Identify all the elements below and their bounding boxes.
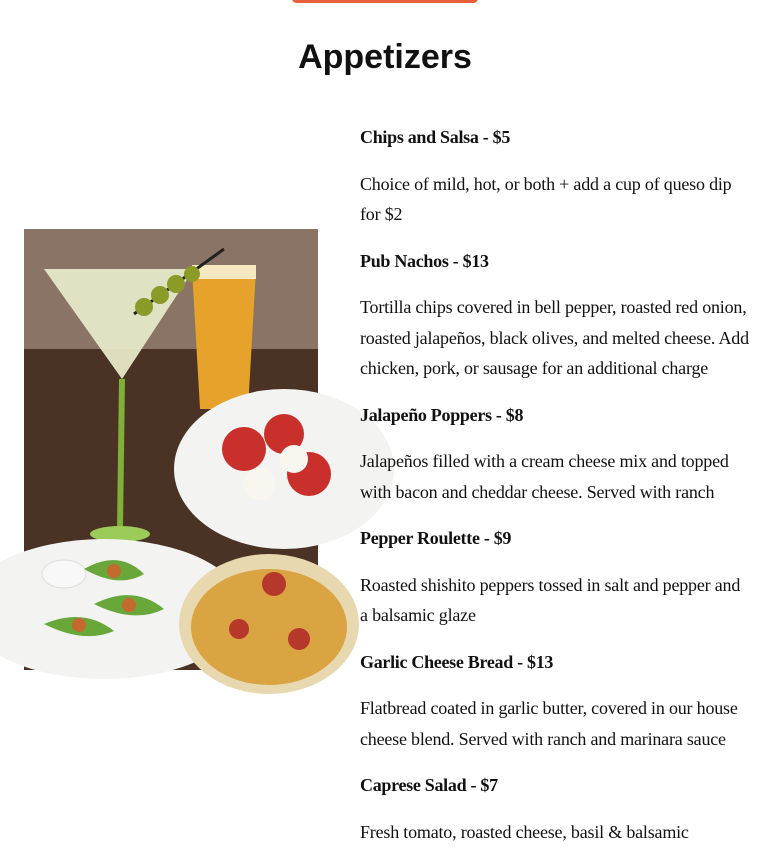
menu-list bbox=[360, 122, 752, 863]
menu-item bbox=[360, 122, 752, 230]
menu-item-name: Chips and Salsa - $5 bbox=[360, 127, 511, 147]
menu-item-name: Caprese Salad - $7 bbox=[360, 775, 498, 795]
menu-item-description: Roasted shishito peppers tossed in salt and pepper and a balsamic glaze bbox=[360, 574, 741, 625]
menu-item-name: Garlic Cheese Bread - $13 bbox=[360, 651, 554, 672]
menu-item-name: Jalapeño Poppers - $8 bbox=[360, 404, 524, 425]
section-title: Appetizers bbox=[298, 38, 472, 76]
menu-item-description: Jalapeños filled with a cream cheese mix and topped with bacon and cheddar cheese. Served with ranch bbox=[360, 451, 729, 502]
menu-item-description: Fresh tomato, roasted cheese, basil & balsamic bbox=[360, 821, 689, 842]
menu-item bbox=[360, 400, 752, 508]
menu-item-description: Flatbread coated in garlic butter, covered in our house cheese blend. Served with ranch and marinara sauce bbox=[360, 698, 738, 749]
menu-item-name: Pepper Roulette - $9 bbox=[360, 528, 512, 548]
menu-item bbox=[360, 523, 752, 631]
menu-item-name: Pub Nachos - $13 bbox=[360, 250, 489, 271]
menu-item-description: Tortilla chips covered in bell pepper, roasted red onion, roasted jalapeños, black olives, and melted cheese. Add chicken, pork, or sausage for an additional charge bbox=[360, 297, 749, 378]
menu-item bbox=[360, 246, 752, 384]
appetizer-photo-illustration bbox=[24, 229, 318, 670]
menu-item-description: Choice of mild, hot, or both + add a cup of queso dip for $2 bbox=[360, 173, 732, 224]
top-accent-bar bbox=[292, 0, 478, 3]
menu-item bbox=[360, 770, 752, 847]
menu-item bbox=[360, 647, 752, 755]
appetizer-photo bbox=[24, 229, 318, 670]
